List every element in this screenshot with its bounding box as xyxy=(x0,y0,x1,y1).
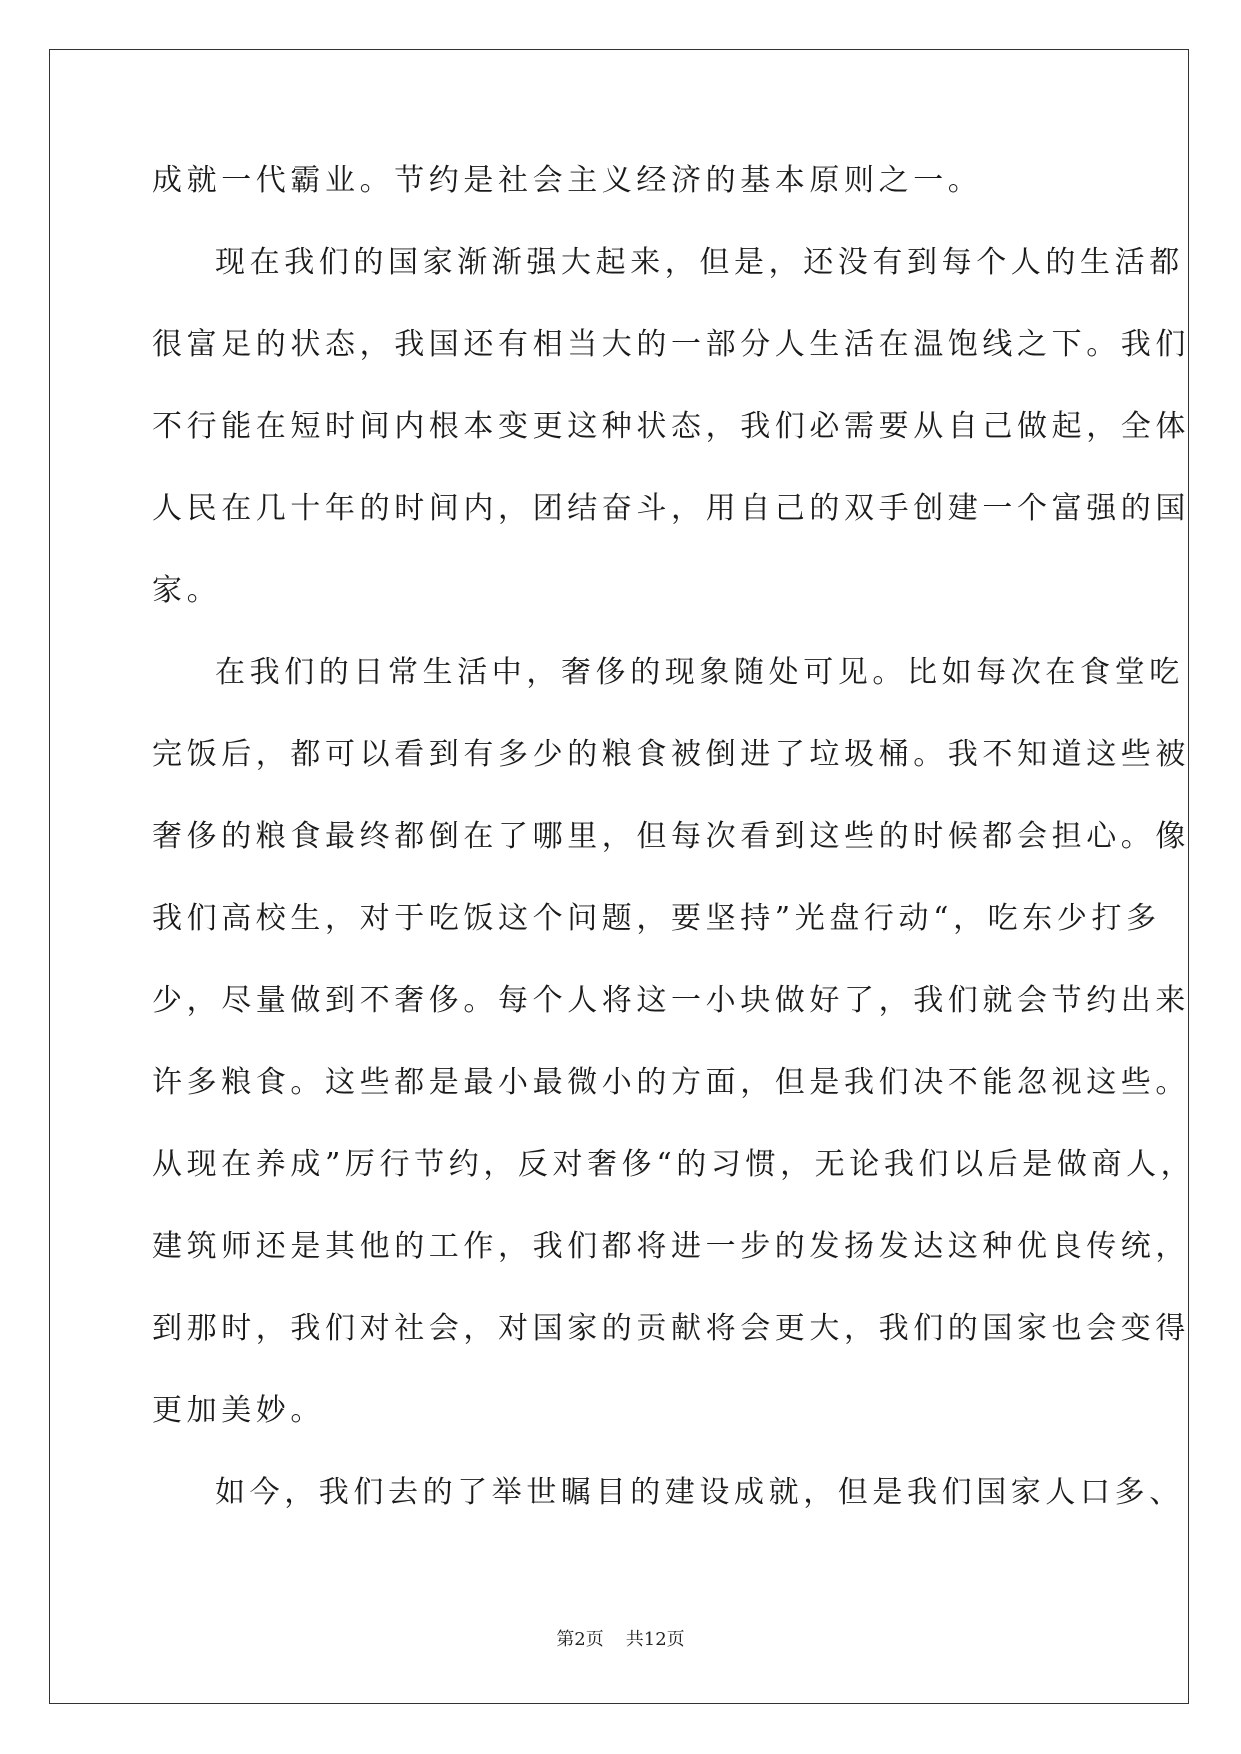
text-line: 如今，我们去的了举世瞩目的建设成就，但是我们国家人口多、 xyxy=(215,1475,1184,1510)
text-line: 很富足的状态，我国还有相当大的一部分人生活在温饱线之下。我们 xyxy=(152,327,1190,362)
page-total: 共12页 xyxy=(625,1629,685,1650)
text-line: 人民在几十年的时间内，团结奋斗，用自己的双手创建一个富强的国 xyxy=(152,491,1190,526)
text-line: 在我们的日常生活中，奢侈的现象随处可见。比如每次在食堂吃 xyxy=(215,655,1184,690)
text-line: 奢侈的粮食最终都倒在了哪里，但每次看到这些的时候都会担心。像 xyxy=(152,819,1190,854)
text-line: 到那时，我们对社会，对国家的贡献将会更大，我们的国家也会变得 xyxy=(152,1311,1190,1346)
text-line: 建筑师还是其他的工作，我们都将进一步的发扬发达这种优良传统， xyxy=(152,1229,1190,1264)
text-line: 许多粮食。这些都是最小最微小的方面，但是我们决不能忽视这些。 xyxy=(152,1065,1190,1100)
page-number: 第2页 xyxy=(556,1629,604,1650)
page-footer xyxy=(0,1625,1241,1651)
text-line: 现在我们的国家渐渐强大起来，但是，还没有到每个人的生活都 xyxy=(215,245,1184,280)
text-line: 完饭后，都可以看到有多少的粮食被倒进了垃圾桶。我不知道这些被 xyxy=(152,737,1190,772)
text-line: 成就一代霸业。节约是社会主义经济的基本原则之一。 xyxy=(152,163,983,198)
text-line: 不行能在短时间内根本变更这种状态，我们必需要从自己做起，全体 xyxy=(152,409,1190,444)
text-line: 从现在养成”厉行节约，反对奢侈“的习惯，无论我们以后是做商人， xyxy=(152,1147,1196,1182)
text-line: 更加美妙。 xyxy=(152,1393,325,1428)
document-body xyxy=(152,160,1196,1554)
text-line: 家。 xyxy=(152,573,222,608)
text-line: 少，尽量做到不奢侈。每个人将这一小块做好了，我们就会节约出来 xyxy=(152,983,1190,1018)
text-line: 我们高校生，对于吃饭这个问题，要坚持”光盘行动“，吃东少打多 xyxy=(152,901,1161,936)
